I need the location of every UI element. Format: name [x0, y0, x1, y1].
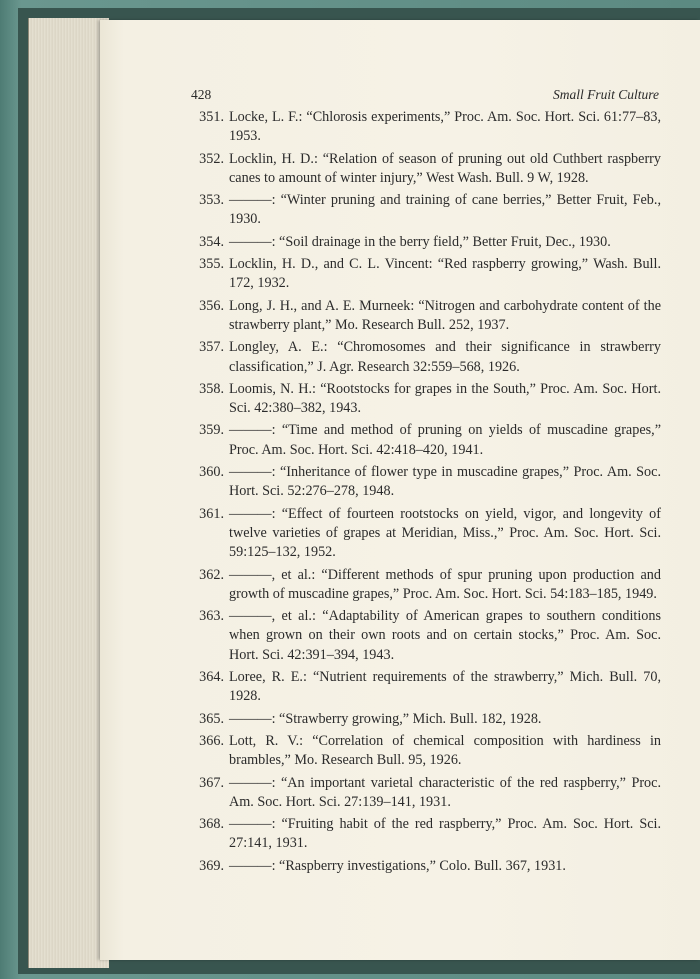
reference-text: Loomis, N. H.: “Rootstocks for grapes in the South,” Proc. Am. Soc. Hort. Sci. 42:380–382, 1943.: [229, 380, 661, 417]
reference-text: ———: “Raspberry investigations,” Colo. Bull. 367, 1931.: [229, 857, 566, 874]
reference-number: 359.: [199, 422, 224, 439]
page-edges: [28, 18, 109, 968]
reference-item: [188, 668, 661, 707]
reference-item: [188, 255, 661, 294]
reference-number: 363.: [199, 608, 224, 625]
page-header: [191, 87, 659, 107]
reference-number: 365.: [199, 710, 224, 727]
reference-number: 366.: [199, 732, 224, 749]
reference-number: 351.: [199, 109, 224, 125]
reference-item: [188, 191, 661, 230]
reference-item: [188, 815, 661, 854]
reference-number: 368.: [199, 816, 224, 833]
reference-item: [188, 566, 661, 605]
reference-text: Loree, R. E.: “Nutrient requirements of the strawberry,” Mich. Bull. 70, 1928.: [229, 669, 661, 705]
reference-item: [188, 108, 661, 147]
reference-text: Longley, A. E.: “Chromosomes and their significance in strawberry classification,” J. Agr. Research 32:559–568, 1926.: [229, 339, 661, 375]
reference-text: ———: “An important varietal characteristic of the red raspberry,” Proc. Am. Soc. Hort. Sci. 27:139–141, 1931.: [229, 774, 661, 810]
reference-number: 364.: [199, 669, 224, 686]
reference-list: [188, 108, 661, 879]
reference-number: 362.: [199, 566, 224, 583]
reference-text: Lott, R. V.: “Correlation of chemical composition with hardiness in brambles,” Mo. Research Bull. 95, 1926.: [229, 732, 661, 769]
reference-item: [188, 380, 661, 419]
reference-item: [188, 463, 661, 502]
reference-text: ———: “Strawberry growing,” Mich. Bull. 182, 1928.: [229, 710, 542, 727]
reference-number: 369.: [199, 857, 224, 874]
reference-item: [188, 774, 661, 813]
reference-number: 353.: [199, 192, 224, 209]
reference-number: 357.: [199, 339, 224, 356]
reference-number: 354.: [199, 233, 224, 250]
reference-text: Locklin, H. D.: “Relation of season of pruning out old Cuthbert raspberry canes to amount of winter injury,” West Wash. Bull. 9 W, 1928.: [229, 150, 661, 186]
reference-item: [188, 297, 661, 336]
page-number: 428: [191, 87, 212, 102]
reference-text: ———, et al.: “Adaptability of American grapes to southern conditions when grown on their own roots and on certain stocks,” Proc. Am. Soc. Hort. Sci. 42:391–394, 1943.: [229, 608, 661, 663]
reference-item: [188, 421, 661, 460]
reference-text: Locke, L. F.: “Chlorosis experiments,” Proc. Am. Soc. Hort. Sci. 61:77–83, 1953.: [229, 109, 661, 145]
reference-number: 358.: [199, 380, 224, 397]
reference-number: 352.: [199, 150, 224, 167]
reference-item: [188, 505, 661, 563]
reference-item: [188, 338, 661, 377]
reference-item: [188, 607, 661, 665]
reference-text: ———: “Time and method of pruning on yields of muscadine grapes,” Proc. Am. Soc. Hort. Sci. 42:418–420, 1941.: [229, 422, 661, 458]
running-head: Small Fruit Culture: [552, 87, 659, 102]
reference-number: 355.: [199, 256, 224, 273]
reference-number: 356.: [199, 297, 224, 314]
reference-number: 360.: [199, 464, 224, 481]
reference-item: [188, 857, 661, 876]
reference-text: Long, J. H., and A. E. Murneek: “Nitrogen and carbohydrate content of the strawberry plant,” Mo. Research Bull. 252, 1937.: [229, 297, 661, 333]
reference-text: ———: “Effect of fourteen rootstocks on yield, vigor, and longevity of twelve varieties of grapes at Meridian, Miss.,” Proc. Am. Soc. Hort. Sci. 59:125–132, 1952.: [229, 505, 661, 561]
reference-item: [188, 233, 661, 252]
reference-number: 367.: [199, 774, 224, 791]
reference-item: [188, 710, 661, 729]
reference-number: 361.: [199, 505, 224, 522]
reference-text: ———: “Fruiting habit of the red raspberry,” Proc. Am. Soc. Hort. Sci. 27:141, 1931.: [229, 816, 661, 852]
reference-text: ———, et al.: “Different methods of spur pruning upon production and growth of muscadine grapes,” Proc. Am. Soc. Hort. Sci. 54:183–185, 1949.: [229, 566, 661, 602]
reference-text: ———: “Winter pruning and training of cane berries,” Better Fruit, Feb., 1930.: [229, 192, 661, 228]
reference-text: ———: “Inheritance of flower type in muscadine grapes,” Proc. Am. Soc. Hort. Sci. 52:276–278, 1948.: [229, 464, 661, 500]
reference-item: [188, 150, 661, 189]
reference-text: ———: “Soil drainage in the berry field,” Better Fruit, Dec., 1930.: [229, 233, 611, 250]
reference-item: [188, 732, 661, 771]
reference-text: Locklin, H. D., and C. L. Vincent: “Red raspberry growing,” Wash. Bull. 172, 1932.: [229, 256, 661, 292]
